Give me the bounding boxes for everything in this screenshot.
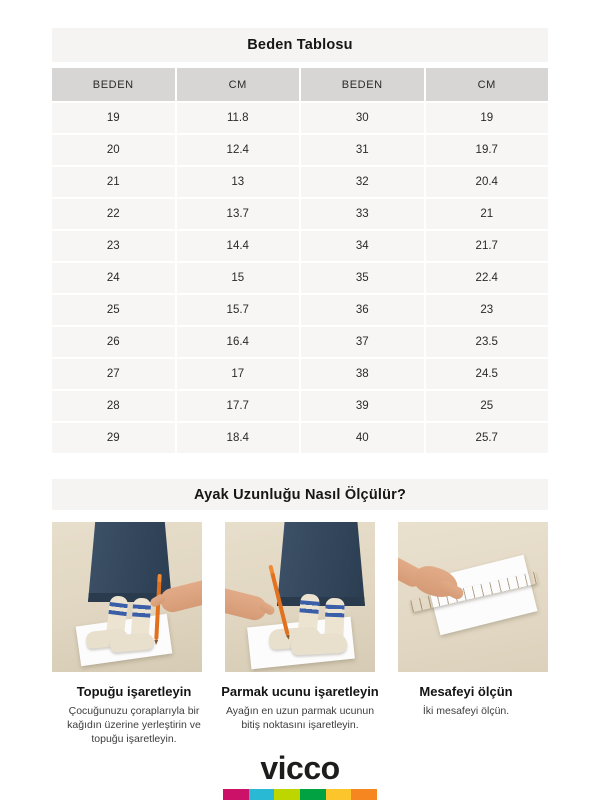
- cm-value-cell: 13.7: [177, 199, 300, 229]
- size-value-cell: 21: [52, 167, 175, 197]
- size-value-cell: 35: [301, 263, 424, 293]
- cm-value-cell: 23.5: [426, 327, 549, 357]
- vicco-logo: vicco: [260, 750, 340, 786]
- measure-guide-title: Ayak Uzunluğu Nasıl Ölçülür?: [52, 479, 548, 510]
- size-value-cell: 19: [52, 103, 175, 133]
- size-table: [52, 68, 548, 453]
- step-caption-1: [52, 684, 216, 747]
- size-table-title: Beden Tablosu: [52, 28, 548, 62]
- step-heading: Topuğu işaretleyin: [76, 684, 192, 699]
- size-table-header-cell: CM: [426, 68, 549, 101]
- logo-color-bar: [223, 789, 377, 800]
- step-description: Ayağın en uzun parmak ucunun bitiş noktasını işaretleyin.: [225, 705, 375, 732]
- cm-value-cell: 24.5: [426, 359, 549, 389]
- size-table-header-cell: BEDEN: [52, 68, 175, 101]
- cm-value-cell: 19: [426, 103, 549, 133]
- size-value-cell: 30: [301, 103, 424, 133]
- foot-right: [291, 633, 348, 656]
- size-value-cell: 23: [52, 231, 175, 261]
- size-value-cell: 22: [52, 199, 175, 229]
- cm-value-cell: 23: [426, 295, 549, 325]
- logo-color-segment: [223, 789, 249, 800]
- step-caption-2: [218, 684, 382, 747]
- step-description: Çocuğunuzu çoraplarıyla bir kağıdın üzerine yerleştirin ve topuğu işaretleyin.: [67, 705, 201, 746]
- step-heading: Mesafeyi ölçün: [419, 684, 513, 699]
- size-value-cell: 28: [52, 391, 175, 421]
- cm-value-cell: 17: [177, 359, 300, 389]
- logo-color-segment: [274, 789, 300, 800]
- logo-color-segment: [300, 789, 326, 800]
- step-description: İki mesafeyi ölçün.: [422, 705, 510, 717]
- cm-value-cell: 21: [426, 199, 549, 229]
- step-caption-3: [384, 684, 548, 747]
- size-value-cell: 38: [301, 359, 424, 389]
- logo-color-segment: [326, 789, 352, 800]
- size-value-cell: 40: [301, 423, 424, 453]
- cm-value-cell: 20.4: [426, 167, 549, 197]
- cm-value-cell: 13: [177, 167, 300, 197]
- size-value-cell: 37: [301, 327, 424, 357]
- cm-value-cell: 19.7: [426, 135, 549, 165]
- sock-stripes: [325, 605, 344, 618]
- cm-value-cell: 15: [177, 263, 300, 293]
- size-value-cell: 24: [52, 263, 175, 293]
- cm-value-cell: 25: [426, 391, 549, 421]
- sock-stripes: [132, 604, 151, 617]
- size-value-cell: 36: [301, 295, 424, 325]
- cm-value-cell: 18.4: [177, 423, 300, 453]
- size-value-cell: 31: [301, 135, 424, 165]
- toe-tip-marking-photo: [225, 522, 375, 672]
- size-table-header-cell: CM: [177, 68, 300, 101]
- size-value-cell: 20: [52, 135, 175, 165]
- size-value-cell: 33: [301, 199, 424, 229]
- cm-value-cell: 21.7: [426, 231, 549, 261]
- cm-value-cell: 14.4: [177, 231, 300, 261]
- cm-value-cell: 11.8: [177, 103, 300, 133]
- measure-guide-captions: [52, 684, 548, 747]
- step-heading: Parmak ucunu işaretleyin: [221, 684, 379, 699]
- logo-color-segment: [351, 789, 377, 800]
- sock-stripes: [108, 602, 127, 616]
- size-value-cell: 25: [52, 295, 175, 325]
- jeans-hem: [277, 597, 365, 606]
- cm-value-cell: 22.4: [426, 263, 549, 293]
- heel-marking-photo: [52, 522, 202, 672]
- size-guide-page: [52, 0, 548, 747]
- cm-value-cell: 15.7: [177, 295, 300, 325]
- ruler-measuring-photo: [398, 522, 548, 672]
- measure-guide-photos: [52, 522, 548, 672]
- size-value-cell: 29: [52, 423, 175, 453]
- size-value-cell: 32: [301, 167, 424, 197]
- cm-value-cell: 17.7: [177, 391, 300, 421]
- brand-footer: [0, 752, 600, 800]
- cm-value-cell: 16.4: [177, 327, 300, 357]
- size-value-cell: 39: [301, 391, 424, 421]
- size-value-cell: 34: [301, 231, 424, 261]
- size-value-cell: 27: [52, 359, 175, 389]
- logo-color-segment: [249, 789, 275, 800]
- cm-value-cell: 25.7: [426, 423, 549, 453]
- cm-value-cell: 12.4: [177, 135, 300, 165]
- size-value-cell: 26: [52, 327, 175, 357]
- size-table-header-cell: BEDEN: [301, 68, 424, 101]
- jeans: [277, 522, 365, 606]
- sock-stripes: [299, 600, 319, 614]
